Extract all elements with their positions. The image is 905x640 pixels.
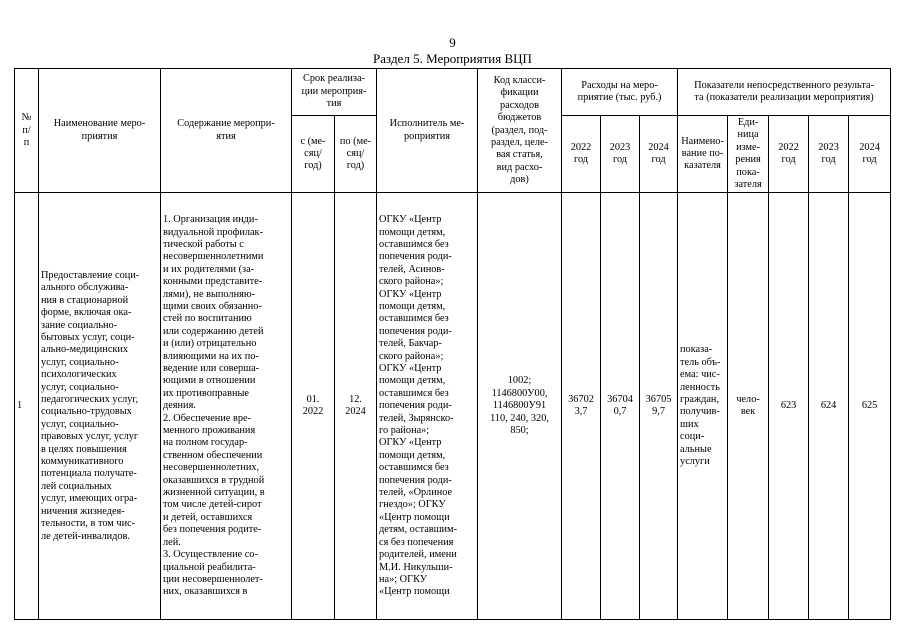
header-indicators: Показатели непосредственного результа- та (показатели реализации мероприятия) (678, 69, 891, 116)
cell-content: 1. Организация инди- видуальной профилак- тической работы с несовершеннолетними и их родителями (за- конными представите- лями), не выполняю- щими своих обязанно- стей по воспитанию или содержанию детей и (или) отрицательно влияющими на их по- ведение или соверша- ющими в отношении их противоправные деяния. 2. Обеспечение вре- менного проживания на полном государ- ственном обеспечении несовершеннолетних, оказавшихся в трудной жизненной ситуации, в том числе детей-сирот и детей, оставшихся без попечения родите- лей. 3. Осуществление со- циальной реабилита- ции несовершеннолет- них, оказавшихся в (161, 193, 292, 620)
header-ind-name: Наимено- вание по- казателя (678, 116, 728, 193)
cell-ind-2023: 624 (809, 193, 849, 620)
cell-ind-unit: чело- век (728, 193, 769, 620)
cell-exp-2023: 36704 0,7 (601, 193, 640, 620)
header-num: № п/ п (15, 69, 39, 193)
header-executor: Исполнитель ме- роприятия (377, 69, 478, 193)
header-ind-unit: Еди- ница изме- рения пока- зателя (728, 116, 769, 193)
cell-ind-2022: 623 (769, 193, 809, 620)
header-ind-2023: 2023 год (809, 116, 849, 193)
header-name: Наименование меро- приятия (39, 69, 161, 193)
cell-ind-name: показа- тель объ- ема: чис- ленность граждан, получив- ших соци- альные услуги (678, 193, 728, 620)
header-exp-2024: 2024 год (640, 116, 678, 193)
header-content: Содержание меропри- ятия (161, 69, 292, 193)
header-period-from: с (ме- сяц/ год) (292, 116, 335, 193)
cell-period-from: 01. 2022 (292, 193, 335, 620)
cell-name: Предоставление соци- ального обслужива- ния в стационарной форме, включая ока- зание социально- бытовых услуг, соци- ально-медицинских услуг, социально- психологических услуг, социально- педагогических услуг, социально-трудовых услуг, социально- правовых услуг, услуг в целях повышения коммуникативного потенциала получате- лей социальных услуг, имеющих огра- ничения жизнедея- тельности, в том чис- ле детей-инвалидов. (39, 193, 161, 620)
cell-executor: ОГКУ «Центр помощи детям, оставшимся без попечения роди- телей, Асинов- ского района»; ОГКУ «Центр помощи детям, оставшимся без попечения роди- телей, Бакчар- ского района»; ОГКУ «Центр помощи детям, оставшимся без попечения роди- телей, Зырянско- го района»; ОГКУ «Центр помощи детям, оставшимся без попечения роди- телей, «Орлиное гнездо»; ОГКУ «Центр помощи детям, оставшим- ся без попечения родителей, имени М.И. Никульши- на»; ОГКУ «Центр помощи (377, 193, 478, 620)
header-exp-2022: 2022 год (562, 116, 601, 193)
header-period: Срок реализа- ции мероприя- тия (292, 69, 377, 116)
cell-num: 1 (15, 193, 39, 620)
header-exp-2023: 2023 год (601, 116, 640, 193)
header-expenses: Расходы на меро- приятие (тыс. руб.) (562, 69, 678, 116)
header-budget-code: Код класси- фикации расходов бюджетов (раздел, под- раздел, целе- вая статья, вид расхо- дов) (478, 69, 562, 193)
section-title: Раздел 5. Мероприятия ВЦП (373, 51, 532, 66)
cell-ind-2024: 625 (849, 193, 891, 620)
cell-period-to: 12. 2024 (335, 193, 377, 620)
measures-table (14, 68, 891, 620)
cell-exp-2024: 36705 9,7 (640, 193, 678, 620)
table-row (15, 193, 891, 620)
header-ind-2024: 2024 год (849, 116, 891, 193)
cell-exp-2022: 36702 3,7 (562, 193, 601, 620)
header-period-to: по (ме- сяц/ год) (335, 116, 377, 193)
cell-budget-code: 1002; 1146800У00, 1146800У91 110, 240, 320, 850; (478, 193, 562, 620)
header-ind-2022: 2022 год (769, 116, 809, 193)
page-number: 9 (449, 35, 456, 50)
